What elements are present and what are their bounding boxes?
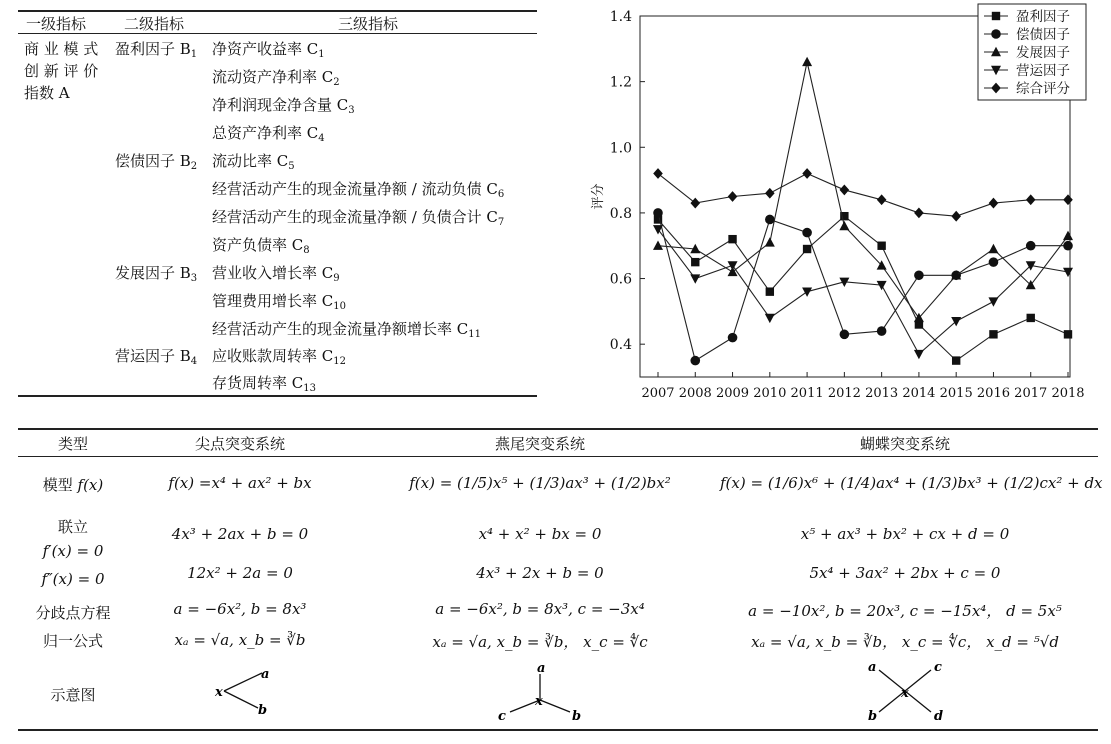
legend-marker	[991, 29, 1001, 39]
data-point	[840, 185, 850, 196]
data-point	[1063, 268, 1073, 277]
indicator-c4: 总资产净利率 $C_4$	[212, 124, 325, 144]
indicator-c9: 营业收入增长率 $C_9$	[212, 264, 340, 284]
cusp-label-x: x	[215, 685, 223, 700]
y-tick-label: 0.8	[609, 205, 632, 222]
y-tick-label: 1.0	[609, 140, 632, 157]
indicator-c6: 经营活动产生的现金流量净额 / 流动负债 $C_6$	[212, 180, 505, 200]
y-tick-label: 1.2	[609, 74, 632, 91]
y-axis-label: 评分	[591, 183, 606, 210]
butterfly-normalize: xₐ = √a, x_b = ∛b， x_c = ∜c， x_d = ⁵√d	[751, 633, 1059, 651]
data-point	[728, 191, 738, 202]
row-label-joint: 联立	[57, 518, 88, 536]
x-tick-label: 2014	[902, 386, 936, 401]
data-point	[877, 194, 887, 205]
x-tick-label: 2011	[790, 386, 824, 401]
data-point	[690, 274, 700, 283]
data-point	[728, 235, 736, 243]
header-swallowtail: 燕尾突变系统	[494, 435, 585, 453]
row-label-model: 模型 f(x)	[42, 476, 104, 494]
swallowtail-label-c: c	[498, 709, 506, 724]
indicator-c13: 存货周转率 $C_{13}$	[212, 374, 316, 394]
x-tick-label: 2007	[641, 386, 675, 401]
data-point	[765, 237, 775, 246]
data-point	[914, 350, 924, 359]
chart-series-layer	[653, 57, 1073, 366]
data-point	[988, 244, 998, 253]
data-point	[1064, 330, 1072, 338]
data-point	[877, 326, 887, 336]
x-tick-label: 2008	[678, 386, 712, 401]
data-point	[653, 241, 663, 250]
data-point	[1027, 314, 1035, 322]
indicator-c2: 流动资产净利率 $C_2$	[212, 68, 340, 88]
x-tick-label: 2012	[827, 386, 861, 401]
swallowtail-label-x: x	[535, 694, 543, 709]
group-label-operation: 营运因子 $B_4$	[115, 347, 198, 367]
header-level1: 一级指标	[26, 15, 87, 33]
data-point	[877, 281, 887, 290]
data-point	[988, 297, 998, 306]
series-2	[653, 208, 1073, 365]
swallowtail-second-derivative: 4x³ + 2x + b = 0	[476, 564, 604, 582]
indicator-c10: 管理费用增长率 $C_{10}$	[212, 292, 346, 312]
cusp-model: f(x) =x⁴ + ax² + bx	[168, 474, 312, 492]
butterfly-label-x: x	[901, 686, 909, 701]
swallowtail-label-a: a	[537, 661, 546, 676]
data-point	[989, 257, 999, 267]
row-label-second-derivative: f″(x) = 0	[41, 570, 105, 588]
data-point	[802, 287, 812, 296]
row-label-normalize: 归一公式	[42, 632, 103, 650]
swallowtail-label-b: b	[572, 709, 582, 724]
series-1	[654, 212, 1072, 365]
cusp-first-derivative: 4x³ + 2ax + b = 0	[171, 525, 309, 543]
series-5	[653, 168, 1073, 221]
legend-label: 偿债因子	[1016, 27, 1070, 43]
indicator-c3: 净利润现金净含量 $C_3$	[212, 96, 355, 116]
legend-label: 盈利因子	[1016, 9, 1070, 25]
data-point	[690, 356, 700, 366]
indicator-c8: 资产负债率 $C_8$	[212, 236, 310, 256]
butterfly-label-b: b	[868, 709, 878, 724]
data-point	[1026, 241, 1036, 251]
level1-line-2: 创 新 评 价	[24, 62, 99, 80]
y-tick-label: 0.4	[609, 337, 632, 354]
legend-label: 营运因子	[1016, 63, 1070, 79]
x-tick-label: 2016	[976, 386, 1011, 401]
data-point	[802, 228, 812, 238]
swallowtail-first-derivative: x⁴ + x² + bx = 0	[478, 525, 602, 543]
x-tick-label: 2018	[1051, 386, 1085, 401]
butterfly-label-c: c	[934, 660, 942, 675]
chart-legend	[978, 4, 1086, 100]
x-tick-label: 2017	[1014, 386, 1048, 401]
x-tick-label: 2015	[939, 386, 973, 401]
data-point	[840, 330, 850, 340]
header-butterfly: 蝴蝶突变系统	[859, 435, 950, 453]
cusp-second-derivative: 12x² + 2a = 0	[187, 564, 293, 582]
group-label-development: 发展因子 $B_3$	[115, 264, 198, 284]
data-point	[839, 221, 849, 230]
data-point	[1063, 231, 1073, 240]
swallowtail-model: f(x) = (1/5)x⁵ + (1/3)ax³ + (1/2)bx²	[409, 474, 671, 492]
data-point	[653, 208, 663, 218]
level1-line-3: 指数 A	[24, 84, 70, 102]
butterfly-second-derivative: 5x⁴ + 3ax² + 2bx + c = 0	[809, 564, 1001, 582]
butterfly-schematic	[855, 656, 955, 726]
data-point	[877, 242, 885, 250]
group-label-solvency: 偿债因子 $B_2$	[115, 152, 198, 172]
data-point	[765, 188, 775, 199]
data-point	[765, 215, 775, 225]
swallowtail-schematic	[490, 660, 590, 724]
series-line	[658, 213, 1068, 361]
legend-label: 综合评分	[1016, 81, 1070, 97]
indicator-c7: 经营活动产生的现金流量净额 / 负债合计 $C_7$	[212, 208, 505, 228]
data-point	[802, 168, 812, 179]
data-point	[989, 330, 997, 338]
indicator-c11: 经营活动产生的现金流量净额增长率 $C_{11}$	[212, 320, 481, 340]
header-level3: 三级指标	[338, 15, 399, 33]
data-point	[989, 198, 999, 209]
data-point	[691, 258, 699, 266]
data-point	[1063, 241, 1073, 251]
data-point	[690, 198, 700, 209]
butterfly-label-a: a	[868, 660, 877, 675]
score-line-chart	[580, 0, 1090, 410]
butterfly-bifurcation: a = −10x², b = 20x³, c = −15x⁴， d = 5x⁵	[748, 602, 1062, 620]
data-point	[765, 314, 775, 323]
cusp-label-b: b	[258, 703, 268, 718]
series-line	[658, 229, 1068, 354]
header-cusp: 尖点突变系统	[194, 435, 285, 453]
x-tick-label: 2009	[715, 386, 750, 401]
cusp-schematic	[200, 660, 290, 722]
header-level2: 二级指标	[124, 15, 185, 33]
row-label-bifurcation: 分歧点方程	[35, 604, 111, 622]
data-point	[914, 208, 924, 219]
data-point	[766, 287, 774, 295]
x-tick-label: 2010	[753, 386, 787, 401]
indicator-c12: 应收账款周转率 $C_{12}$	[212, 347, 346, 367]
cusp-label-a: a	[261, 667, 270, 682]
data-point	[653, 168, 663, 179]
row-label-first-derivative: f′(x) = 0	[42, 542, 104, 560]
level1-line-1: 商 业 模 式	[24, 40, 99, 58]
group-label-profit: 盈利因子 $B_1$	[115, 40, 198, 60]
data-point	[1063, 194, 1073, 205]
butterfly-first-derivative: x⁵ + ax³ + bx² + cx + d = 0	[800, 525, 1010, 543]
series-line	[658, 174, 1068, 217]
indicator-c1: 净资产收益率 $C_1$	[212, 40, 325, 60]
data-point	[952, 356, 960, 364]
legend-marker	[992, 12, 1000, 20]
data-point	[1026, 194, 1036, 205]
row-label-diagram: 示意图	[50, 686, 96, 704]
legend-label: 发展因子	[1016, 45, 1070, 61]
swallowtail-normalize: xₐ = √a, x_b = ∛b， x_c = ∜c	[432, 633, 648, 651]
data-point	[914, 270, 924, 280]
y-tick-label: 1.4	[609, 9, 632, 25]
header-type: 类型	[57, 435, 88, 453]
cusp-normalize: xₐ = √a, x_b = ∛b	[174, 631, 306, 649]
data-point	[951, 211, 961, 222]
cusp-bifurcation: a = −6x², b = 8x³	[173, 600, 307, 618]
data-point	[803, 245, 811, 253]
data-point	[728, 333, 738, 343]
data-point	[802, 57, 812, 66]
indicator-c5: 流动比率 $C_5$	[212, 152, 295, 172]
x-tick-label: 2013	[865, 386, 899, 401]
butterfly-model: f(x) = (1/6)x⁶ + (1/4)ax⁴ + (1/3)bx³ + (1/2)cx² + dx	[720, 474, 1103, 492]
swallowtail-bifurcation: a = −6x², b = 8x³, c = −3x⁴	[435, 600, 645, 618]
butterfly-label-d: d	[934, 709, 944, 724]
y-tick-label: 0.6	[609, 271, 632, 288]
